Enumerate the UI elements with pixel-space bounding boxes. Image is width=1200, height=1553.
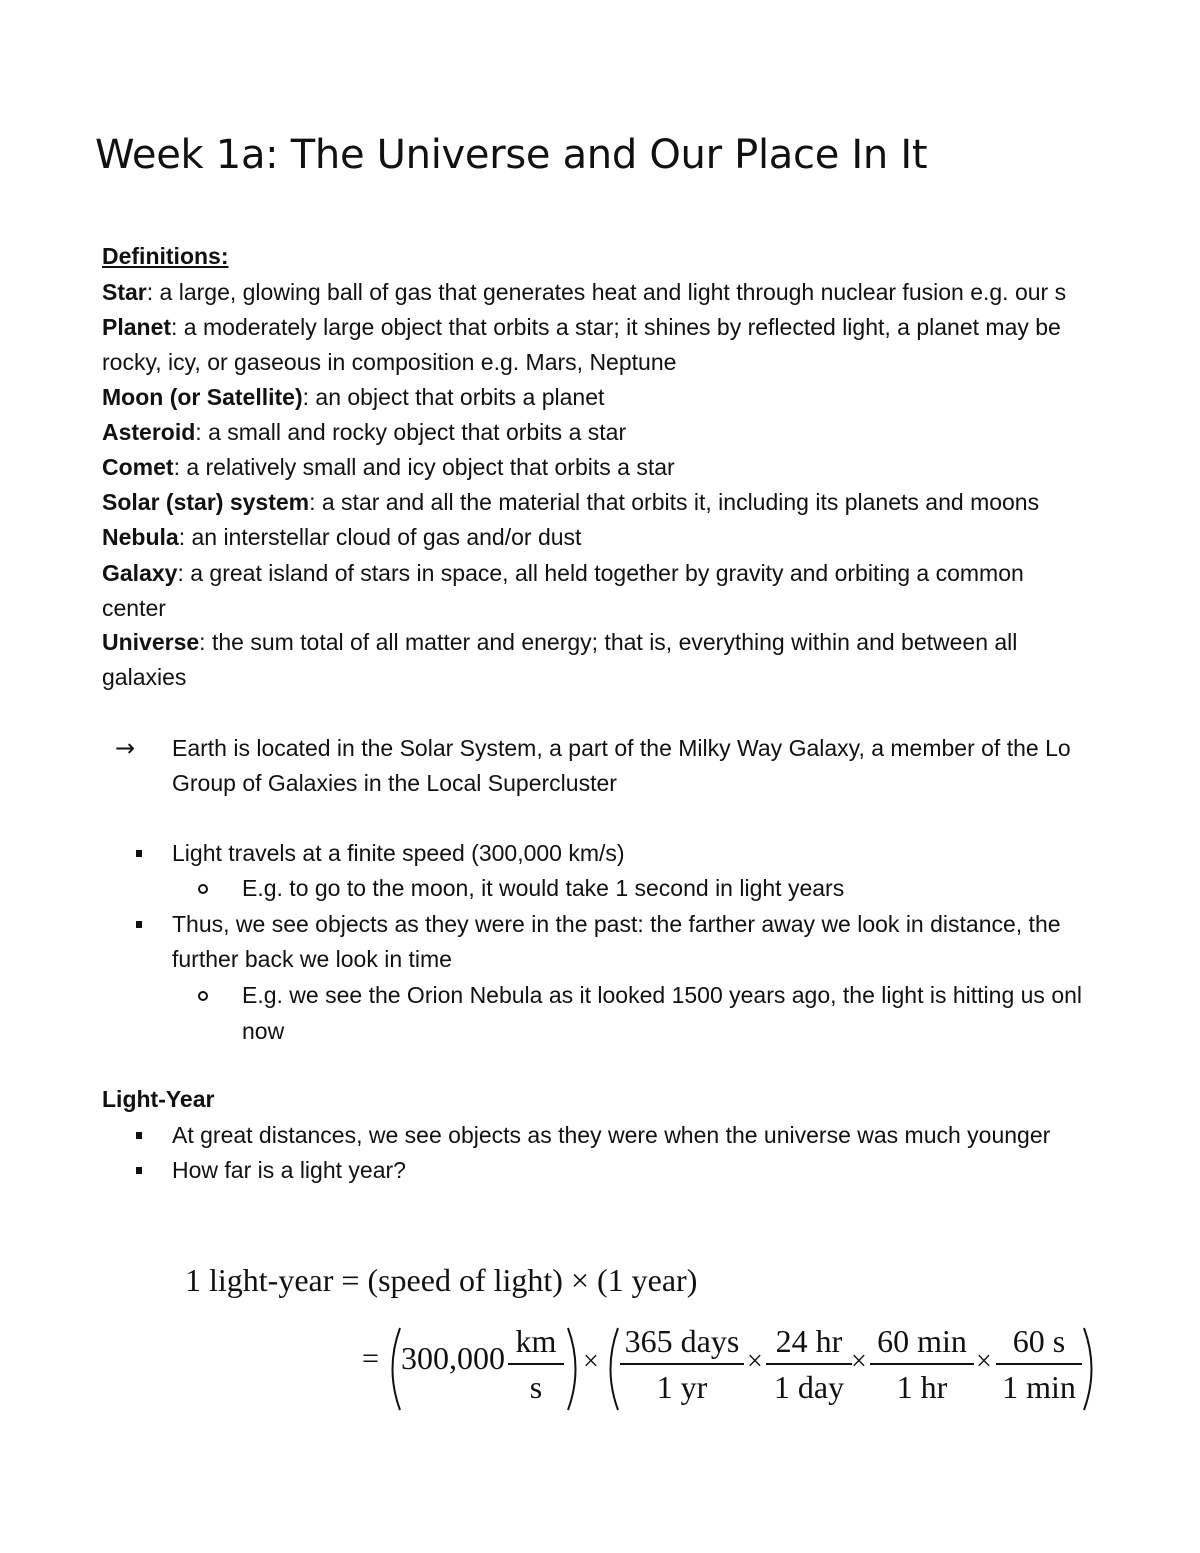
fraction-bar	[620, 1363, 744, 1365]
definition-nebula	[102, 522, 581, 552]
days-per-year-fraction	[620, 1323, 744, 1405]
definition-term: Galaxy	[102, 560, 178, 586]
definition-universe-cont	[102, 662, 186, 692]
definition-text: : a great island of stars in space, all held together by gravity and orbiting a common	[177, 560, 1024, 586]
definition-asteroid	[102, 417, 626, 447]
definition-text: : the sum total of all matter and energy; that is, everything within and between all	[199, 629, 1018, 655]
fraction-numerator: 60 min	[877, 1323, 967, 1359]
bullet-text: Thus, we see objects as they were in the past: the farther away we look in distance, the	[172, 911, 1061, 937]
bullet-text: How far is a light year?	[172, 1157, 406, 1183]
bullet-text: At great distances, we see objects as they were when the universe was much younger	[172, 1122, 1051, 1148]
definition-text: : a large, glowing ball of gas that generates heat and light through nuclear fusion e.g. our s	[146, 279, 1067, 305]
definition-moon	[102, 382, 604, 412]
definition-text: : a moderately large object that orbits a star; it shines by reflected light, a planet may be	[171, 314, 1061, 340]
fraction-numerator: km	[515, 1323, 557, 1359]
arrow-bullet-icon: →	[115, 734, 136, 762]
fraction-bar	[508, 1363, 564, 1365]
hours-per-day-fraction	[766, 1323, 852, 1405]
definition-term: Nebula	[102, 524, 179, 550]
seconds-per-minute-fraction	[996, 1323, 1082, 1405]
definition-text: center	[102, 595, 166, 621]
definition-solar-system	[102, 487, 1039, 517]
page-title: Week 1a: The Universe and Our Place In It	[95, 132, 928, 178]
definition-term: Planet	[102, 314, 172, 340]
minutes-per-hour-fraction	[870, 1323, 974, 1405]
square-bullet-icon	[136, 850, 142, 857]
times-sign: ×	[851, 1346, 867, 1377]
times-sign: ×	[976, 1346, 992, 1377]
right-paren-icon	[1078, 1325, 1102, 1413]
circle-bullet-icon	[198, 884, 208, 894]
sub-bullet-text: E.g. we see the Orion Nebula as it looked 1500 years ago, the light is hitting us onl	[242, 982, 1083, 1008]
fraction-numerator: 365 days	[624, 1323, 740, 1359]
fraction-denominator: 1 min	[1002, 1368, 1076, 1405]
definition-term: Comet	[102, 454, 174, 480]
km-per-s-fraction	[508, 1323, 564, 1405]
fraction-denominator: 1 yr	[656, 1368, 708, 1405]
bullet-text: Light travels at a finite speed (300,000 km/s)	[172, 840, 625, 866]
definition-term: Asteroid	[102, 419, 196, 445]
fraction-denominator: 1 day	[773, 1368, 845, 1405]
definition-term: Solar (star) system	[102, 489, 310, 515]
arrow-text-cont: Group of Galaxies in the Local Supercluster	[172, 770, 617, 796]
definition-text: : an object that orbits a planet	[302, 384, 605, 410]
fraction-bar	[996, 1363, 1082, 1365]
fraction-bar	[870, 1363, 974, 1365]
square-bullet-icon	[136, 1167, 142, 1174]
lightyear-heading: Light-Year	[102, 1086, 215, 1112]
fraction-bar	[766, 1363, 852, 1365]
definitions-heading: Definitions:	[102, 243, 229, 269]
arrow-text: Earth is located in the Solar System, a part of the Milky Way Galaxy, a member of the Lo	[172, 735, 1071, 761]
times-sign: ×	[583, 1346, 599, 1377]
definition-text: : a relatively small and icy object that orbits a star	[173, 454, 675, 480]
definition-text: rocky, icy, or gaseous in composition e.g. Mars, Neptune	[102, 349, 677, 375]
square-bullet-icon	[136, 1132, 142, 1139]
definition-text: : an interstellar cloud of gas and/or dust	[178, 524, 582, 550]
definition-planet-cont	[102, 347, 676, 377]
square-bullet-icon	[136, 921, 142, 928]
definition-text: galaxies	[102, 664, 187, 690]
definition-universe	[102, 627, 1017, 657]
bullet-text-cont: further back we look in time	[172, 946, 452, 972]
speed-value: 300,000	[401, 1340, 505, 1376]
fraction-denominator: 1 hr	[896, 1368, 948, 1405]
definition-planet	[102, 312, 1061, 342]
equation-line-1: 1 light-year = (speed of light) × (1 year)	[185, 1262, 698, 1298]
fraction-numerator: 60 s	[1012, 1323, 1066, 1359]
equals-sign: =	[362, 1342, 379, 1375]
definition-text: : a star and all the material that orbits it, including its planets and moons	[309, 489, 1040, 515]
definition-comet	[102, 452, 675, 482]
definition-term: Moon (or Satellite)	[102, 384, 303, 410]
definition-star	[102, 277, 1066, 307]
sub-bullet-text-cont: now	[242, 1018, 285, 1044]
definition-galaxy-cont	[102, 593, 166, 623]
definition-galaxy	[102, 558, 1024, 588]
fraction-denominator: s	[529, 1368, 543, 1405]
sub-bullet-text: E.g. to go to the moon, it would take 1 second in light years	[242, 875, 845, 901]
circle-bullet-icon	[198, 991, 208, 1001]
definition-text: : a small and rocky object that orbits a star	[195, 419, 627, 445]
definition-term: Star	[102, 279, 147, 305]
times-sign: ×	[747, 1346, 763, 1377]
fraction-numerator: 24 hr	[775, 1323, 843, 1359]
definition-term: Universe	[102, 629, 200, 655]
